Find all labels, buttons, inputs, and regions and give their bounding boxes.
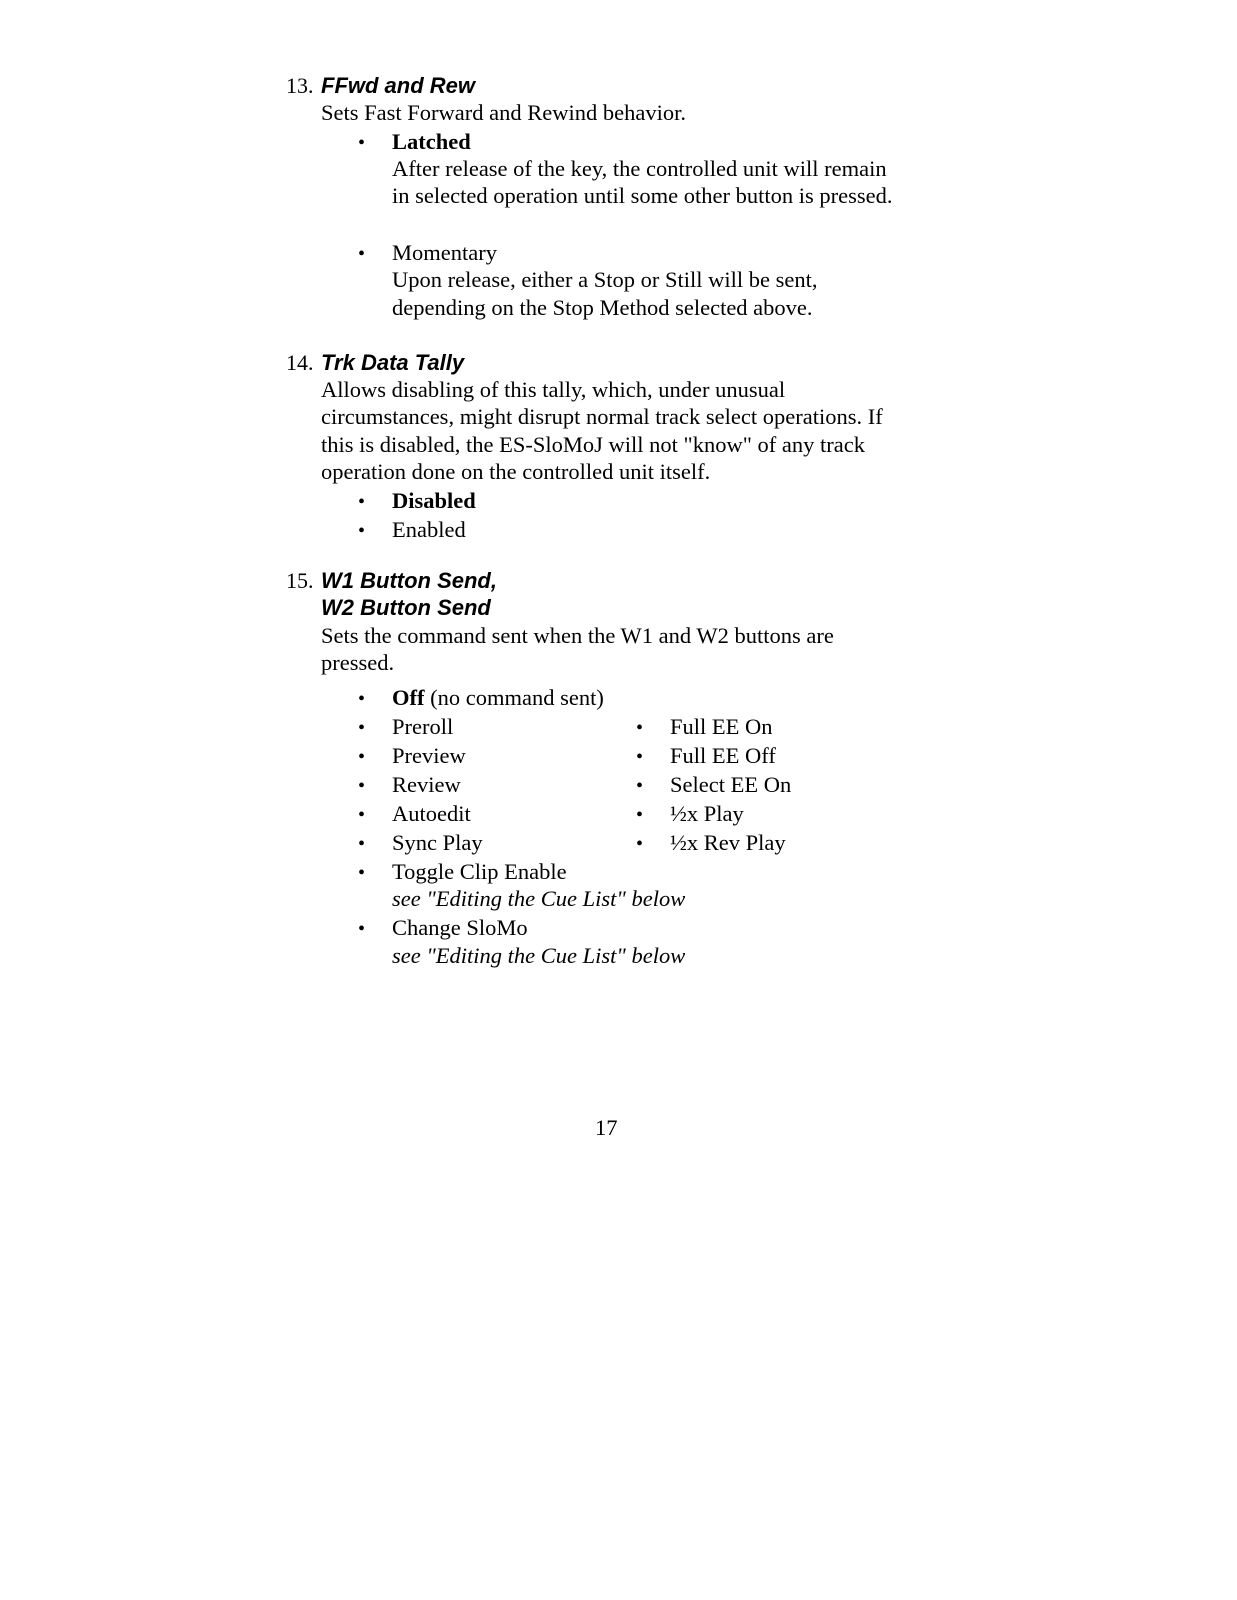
option-latched: Latched [392,129,471,154]
bullet-icon: • [636,775,644,797]
option-select-ee-on: Select EE On [670,772,792,797]
section-14-number: 14. [286,350,314,375]
section-14-title: Trk Data Tally [321,350,465,375]
section-14-description: Allows disabling of this tally, which, under unusual [321,377,786,402]
section-13-title: FFwd and Rew [321,73,475,98]
section-13-description: Sets Fast Forward and Rewind behavior. [321,100,686,125]
option-enabled: Enabled [392,517,466,542]
bullet-icon: • [358,243,366,265]
bullet-icon: • [636,833,644,855]
option-toggle-clip-enable-note: see "Editing the Cue List" below [392,886,686,911]
option-review: Review [392,772,461,797]
section-15-number: 15. [286,568,314,593]
option-full-ee-off: Full EE Off [670,743,776,768]
option-sync-play: Sync Play [392,830,483,855]
bullet-icon: • [358,833,366,855]
option-toggle-clip-enable: Toggle Clip Enable [392,859,567,884]
option-latched-desc: in selected operation until some other button is pressed. [392,183,893,208]
option-half-play: ½x Play [670,801,744,826]
section-14-description: operation done on the controlled unit itself. [321,459,711,484]
option-half-rev-play: ½x Rev Play [670,830,786,855]
bullet-icon: • [358,804,366,826]
option-preroll: Preroll [392,714,454,739]
bullet-icon: • [358,775,366,797]
bullet-icon: • [358,862,366,884]
bullet-icon: • [636,804,644,826]
section-15-title: W1 Button Send, [321,568,497,593]
option-full-ee-on: Full EE On [670,714,773,739]
bullet-icon: • [358,717,366,739]
section-15-description: pressed. [321,650,395,675]
option-off-note: (no command sent) [430,685,604,710]
bullet-icon: • [358,918,366,940]
option-off-label: Off [392,685,425,710]
section-15-title: W2 Button Send [321,595,491,620]
option-momentary-desc: depending on the Stop Method selected above. [392,295,813,320]
bullet-icon: • [636,746,644,768]
section-13-number: 13. [286,73,314,98]
page-number: 17 [595,1115,618,1140]
option-momentary: Momentary [392,240,497,265]
option-autoedit: Autoedit [392,801,471,826]
option-preview: Preview [392,743,466,768]
bullet-icon: • [358,132,366,154]
bullet-icon: • [358,520,366,542]
option-off [392,684,604,712]
section-14-description: this is disabled, the ES-SloMoJ will not "know" of any track [321,432,865,457]
bullet-icon: • [358,688,366,710]
bullet-icon: • [358,491,366,513]
option-change-slomo-note: see "Editing the Cue List" below [392,943,686,968]
section-14-description: circumstances, might disrupt normal track select operations. If [321,404,883,429]
option-disabled: Disabled [392,488,476,513]
option-latched-desc: After release of the key, the controlled unit will remain [392,156,887,181]
section-15-description: Sets the command sent when the W1 and W2 buttons are [321,623,834,648]
bullet-icon: • [636,717,644,739]
option-change-slomo: Change SloMo [392,915,528,940]
bullet-icon: • [358,746,366,768]
option-momentary-desc: Upon release, either a Stop or Still will be sent, [392,267,818,292]
